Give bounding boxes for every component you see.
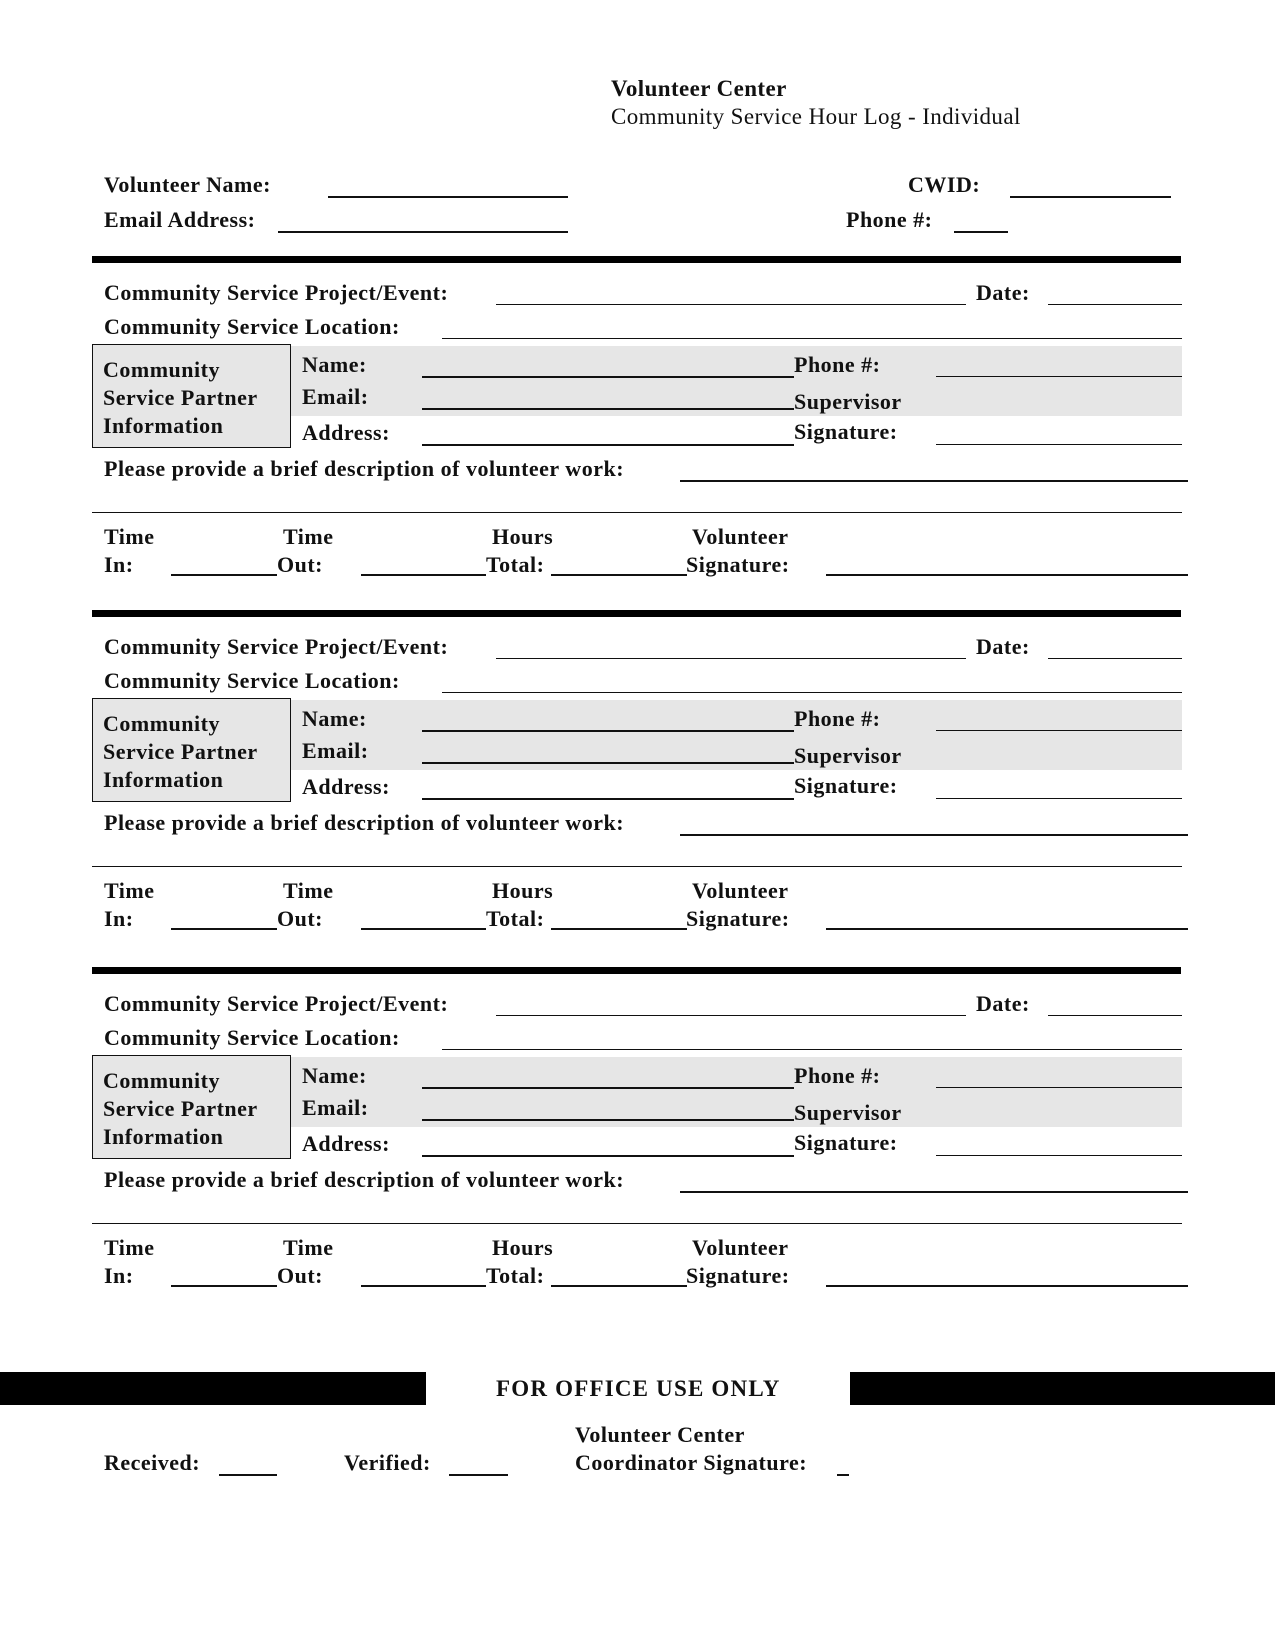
email-address-label: Email Address: (104, 207, 256, 232)
location-label: Community Service Location: (104, 314, 400, 339)
supervisor-signature-field[interactable] (936, 418, 1182, 444)
hours-label-2: Total: (486, 906, 545, 931)
partner-box-line-2: Service Partner (103, 385, 258, 410)
office-banner-left-bar (0, 1372, 426, 1405)
cwid-label: CWID: (908, 172, 981, 197)
description-label: Please provide a brief description of volunteer work: (104, 810, 625, 835)
supervisor-label: Supervisor (794, 389, 902, 414)
supervisor-label: Supervisor (794, 1100, 902, 1125)
email-address-field[interactable] (278, 205, 568, 231)
date-label: Date: (976, 634, 1030, 659)
partner-address-field[interactable] (422, 1129, 794, 1155)
partner-info-box (92, 698, 291, 802)
received-label: Received: (104, 1450, 201, 1475)
volunteer-name-field[interactable] (328, 170, 568, 196)
partner-box-line-3: Information (103, 1124, 224, 1149)
partner-name-label: Name: (302, 352, 367, 377)
location-field[interactable] (442, 1023, 1182, 1049)
hours-label-2: Total: (486, 552, 545, 577)
supervisor-signature-label: Signature: (794, 419, 898, 444)
received-field[interactable] (219, 1448, 277, 1474)
time-out-label-2: Out: (277, 552, 323, 577)
supervisor-signature-field[interactable] (936, 772, 1182, 798)
hours-total-field[interactable] (551, 548, 687, 574)
hours-label-1: Hours (492, 524, 554, 549)
volunteer-signature-label-1: Volunteer (692, 524, 789, 549)
volunteer-name-label: Volunteer Name: (104, 172, 271, 197)
time-out-label-1: Time (283, 524, 334, 549)
hours-total-field[interactable] (551, 1259, 687, 1285)
time-out-field[interactable] (361, 1259, 486, 1285)
project-label: Community Service Project/Event: (104, 634, 449, 659)
verified-field[interactable] (449, 1448, 508, 1474)
time-out-label-1: Time (283, 878, 334, 903)
description-label: Please provide a brief description of volunteer work: (104, 1167, 625, 1192)
time-in-field[interactable] (171, 548, 277, 574)
partner-address-label: Address: (302, 1131, 390, 1156)
time-in-field[interactable] (171, 902, 277, 928)
volunteer-phone-label: Phone #: (846, 207, 933, 232)
partner-phone-label: Phone #: (794, 352, 881, 377)
time-in-label-2: In: (104, 552, 134, 577)
coordinator-label-1: Volunteer Center (575, 1422, 745, 1447)
time-in-label-1: Time (104, 1235, 155, 1260)
partner-name-field[interactable] (422, 1061, 794, 1087)
partner-address-label: Address: (302, 420, 390, 445)
time-out-field[interactable] (361, 902, 486, 928)
partner-box-line-3: Information (103, 413, 224, 438)
partner-phone-label: Phone #: (794, 706, 881, 731)
time-out-label-2: Out: (277, 1263, 323, 1288)
partner-phone-field[interactable] (936, 704, 1182, 730)
section-divider (92, 610, 1181, 617)
section-divider (92, 256, 1181, 263)
partner-email-label: Email: (302, 384, 369, 409)
description-field[interactable] (92, 808, 1188, 870)
partner-box-line-2: Service Partner (103, 739, 258, 764)
date-field[interactable] (1048, 632, 1182, 658)
volunteer-signature-field[interactable] (826, 902, 1188, 928)
time-in-field[interactable] (171, 1259, 277, 1285)
supervisor-signature-label: Signature: (794, 1130, 898, 1155)
time-out-field[interactable] (361, 548, 486, 574)
partner-info-box (92, 1055, 291, 1159)
project-field[interactable] (496, 989, 966, 1015)
time-out-label-1: Time (283, 1235, 334, 1260)
partner-name-field[interactable] (422, 350, 794, 376)
service-entry-2 (0, 610, 1275, 950)
hours-total-field[interactable] (551, 902, 687, 928)
description-field[interactable] (92, 1165, 1188, 1227)
volunteer-phone-field[interactable] (954, 205, 1008, 231)
description-label: Please provide a brief description of volunteer work: (104, 456, 625, 481)
partner-box-line-2: Service Partner (103, 1096, 258, 1121)
partner-name-label: Name: (302, 706, 367, 731)
volunteer-signature-label-2: Signature: (686, 552, 790, 577)
partner-email-label: Email: (302, 738, 369, 763)
hours-label-1: Hours (492, 1235, 554, 1260)
partner-box-line-1: Community (103, 711, 220, 736)
project-field[interactable] (496, 278, 966, 304)
cwid-field[interactable] (1010, 170, 1171, 196)
office-use-banner: FOR OFFICE USE ONLY (496, 1376, 781, 1401)
hours-label-1: Hours (492, 878, 554, 903)
date-field[interactable] (1048, 278, 1182, 304)
date-label: Date: (976, 991, 1030, 1016)
time-in-label-2: In: (104, 906, 134, 931)
partner-email-label: Email: (302, 1095, 369, 1120)
date-field[interactable] (1048, 989, 1182, 1015)
volunteer-signature-label-1: Volunteer (692, 878, 789, 903)
time-in-label-1: Time (104, 878, 155, 903)
supervisor-signature-label: Signature: (794, 773, 898, 798)
partner-box-line-1: Community (103, 1068, 220, 1093)
time-out-label-2: Out: (277, 906, 323, 931)
time-in-label-2: In: (104, 1263, 134, 1288)
partner-name-label: Name: (302, 1063, 367, 1088)
project-field[interactable] (496, 632, 966, 658)
time-in-label-1: Time (104, 524, 155, 549)
partner-address-field[interactable] (422, 772, 794, 798)
location-label: Community Service Location: (104, 1025, 400, 1050)
volunteer-signature-field[interactable] (826, 1259, 1188, 1285)
location-label: Community Service Location: (104, 668, 400, 693)
supervisor-label: Supervisor (794, 743, 902, 768)
partner-email-field[interactable] (422, 736, 794, 762)
volunteer-signature-label-2: Signature: (686, 1263, 790, 1288)
partner-address-field[interactable] (422, 418, 794, 444)
volunteer-signature-label-1: Volunteer (692, 1235, 789, 1260)
office-banner-right-bar (850, 1372, 1275, 1405)
form-title: Community Service Hour Log - Individual (611, 104, 1021, 129)
description-field[interactable] (92, 454, 1188, 516)
section-divider (92, 967, 1181, 974)
coordinator-signature-label: Coordinator Signature: (575, 1450, 808, 1475)
partner-box-line-3: Information (103, 767, 224, 792)
verified-label: Verified: (344, 1450, 431, 1475)
org-title: Volunteer Center (611, 76, 787, 101)
project-label: Community Service Project/Event: (104, 991, 449, 1016)
coordinator-signature-field[interactable] (837, 1448, 849, 1474)
partner-address-label: Address: (302, 774, 390, 799)
partner-box-line-1: Community (103, 357, 220, 382)
partner-name-field[interactable] (422, 704, 794, 730)
service-entry-1 (0, 256, 1275, 596)
partner-email-field[interactable] (422, 1093, 794, 1119)
partner-phone-label: Phone #: (794, 1063, 881, 1088)
location-field[interactable] (442, 666, 1182, 692)
partner-phone-field[interactable] (936, 1061, 1182, 1087)
partner-info-box (92, 344, 291, 448)
date-label: Date: (976, 280, 1030, 305)
supervisor-signature-field[interactable] (936, 1129, 1182, 1155)
project-label: Community Service Project/Event: (104, 280, 449, 305)
service-entry-3 (0, 967, 1275, 1307)
partner-phone-field[interactable] (936, 350, 1182, 376)
volunteer-signature-label-2: Signature: (686, 906, 790, 931)
hours-label-2: Total: (486, 1263, 545, 1288)
partner-email-field[interactable] (422, 382, 794, 408)
location-field[interactable] (442, 312, 1182, 338)
volunteer-signature-field[interactable] (826, 548, 1188, 574)
